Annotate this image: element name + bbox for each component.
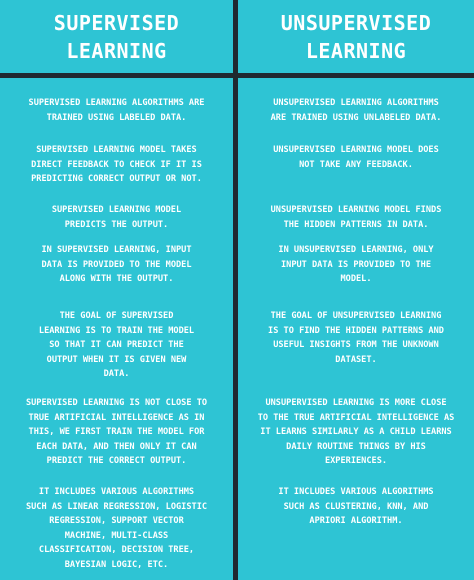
supervised-row-5: THE GOAL OF SUPERVISED LEARNING IS TO TRAIN THE MODEL SO THAT IT CAN PREDICT THE OUTPUT WHEN IT IS GIVEN NEW DATA.: [38, 311, 195, 379]
unsupervised-row-6: UNSUPERVISED LEARNING IS MORE CLOSE TO THE TRUE ARTIFICIAL INTELLIGENCE AS IT LEARNS SIMILARLY AS A CHILD LEARNS DAILY ROUTINE THINGS BY HIS EXPERIENCES.: [257, 398, 455, 466]
unsupervised-row-1: UNSUPERVISED LEARNING ALGORITHMS ARE TRAINED USING UNLABELED DATA.: [270, 98, 442, 123]
unsupervised-row-2: UNSUPERVISED LEARNING MODEL DOES NOT TAKE ANY FEEDBACK.: [273, 145, 439, 170]
supervised-heading: [0, 6, 233, 68]
unsupervised-heading: [238, 6, 474, 68]
supervised-row-1: SUPERVISED LEARNING ALGORITHMS ARE TRAINED USING LABELED DATA.: [28, 98, 205, 123]
unsupervised-column: [238, 0, 474, 580]
unsupervised-heading-line1: UNSUPERVISED: [280, 11, 432, 35]
supervised-row-3: SUPERVISED LEARNING MODEL PREDICTS THE OUTPUT.: [51, 205, 182, 230]
unsupervised-row-3: UNSUPERVISED LEARNING MODEL FINDS THE HIDDEN PATTERNS IN DATA.: [270, 205, 442, 230]
supervised-column: [0, 0, 233, 580]
unsupervised-row-7: IT INCLUDES VARIOUS ALGORITHMS SUCH AS CLUSTERING, KNN, AND APRIORI ALGORITHM.: [278, 487, 434, 526]
supervised-heading-line2: LEARNING: [66, 39, 167, 63]
unsupervised-row-4: IN UNSUPERVISED LEARNING, ONLY INPUT DATA IS PROVIDED TO THE MODEL.: [278, 245, 434, 284]
supervised-row-7: IT INCLUDES VARIOUS ALGORITHMS SUCH AS LINEAR REGRESSION, LOGISTIC REGRESSION, SUPPORT VECTOR MACHINE, MULTI-CLASS CLASSIFICATION, DECISION TREE, BAYESIAN LOGIC, ETC.: [25, 487, 208, 570]
column-divider: [233, 0, 238, 580]
unsupervised-heading-line2: LEARNING: [305, 39, 407, 63]
supervised-heading-line1: SUPERVISED: [53, 11, 180, 35]
supervised-row-2: SUPERVISED LEARNING MODEL TAKES DIRECT FEEDBACK TO CHECK IF IT IS PREDICTING CORRECT OUTPUT OR NOT.: [31, 145, 202, 184]
supervised-row-6: SUPERVISED LEARNING IS NOT CLOSE TO TRUE ARTIFICIAL INTELLIGENCE AS IN THIS, WE FIRST TRAIN THE MODEL FOR EACH DATA, AND THEN ONLY IT CAN PREDICT THE CORRECT OUTPUT.: [25, 398, 208, 466]
supervised-row-4: IN SUPERVISED LEARNING, INPUT DATA IS PROVIDED TO THE MODEL ALONG WITH THE OUTPUT.: [41, 245, 192, 284]
unsupervised-row-5: THE GOAL OF UNSUPERVISED LEARNING IS TO FIND THE HIDDEN PATTERNS AND USEFUL INSIGHTS FROM THE UNKNOWN DATASET.: [268, 311, 444, 365]
